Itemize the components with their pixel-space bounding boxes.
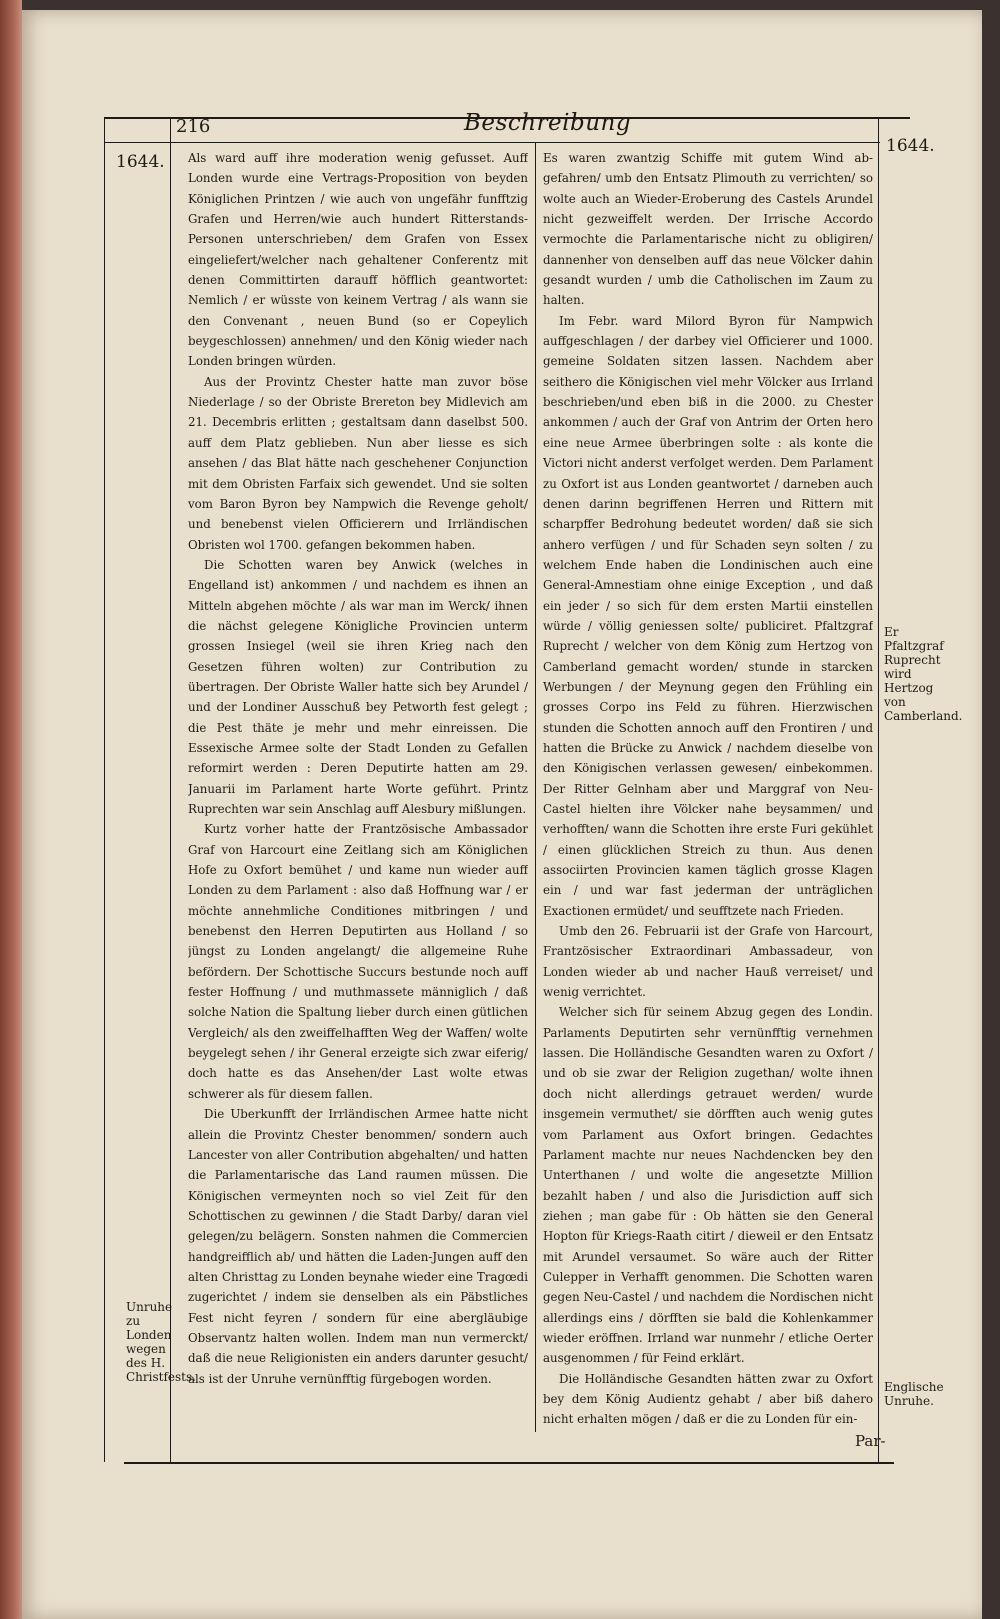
year-left: 1644.	[116, 152, 165, 172]
year-right: 1644.	[886, 136, 935, 156]
right-paragraph: Umb den 26. Februarii ist der Grafe von Harcourt, Frantzösischer Extraordinari Ambassadeur, von Londen wieder ab und nacher Hauß verreiset/ und wenig verrichtet.	[543, 924, 873, 1000]
right-paragraph: Im Febr. ward Milord Byron für Nampwich auffgeschlagen / der darbey viel Officierer und 1000. gemeine Soldaten sitzen lassen. Nachdem aber seithero die Königischen viel mehr Völcker aus Irrland beschrieben/und eben biß in die 2000. zu Chester ankommen / auch der Graf von Antrim der Orten hero eine neue Armee überbringen solte : als konte die Victori nicht anderst verfolget werden. Dem Parlament zu Oxfort ist aus Londen geantwortet / darneben auch denen darinn begriffenen Herren und Rittern mit scharpffer Bedrohung bedeutet worden/ daß sie sich anhero verfügen / und für Schaden seyn solten / zu welchem Ende haben die Londinischen auch eine General-Amnestiam ohne einige Exception , und daß ein jeder / so sich für dem ersten Martii einstellen würde / völlig geniessen solte/ publiciret. Pfaltzgraf Ruprecht / welcher von dem König zum Hertzog von Camberland gemacht worden/ stunde in starcken Werbungen / der Meynung gegen den Frühling ein grosses Corpo ins Feld zu führen. Hierzwischen stunden die Schotten annoch auff den Frontiren / und hatten die Brücke zu Anwick / nachdem dieselbe von den Königischen verlassen gewesen/ einbekommen. Der Ritter Gelnham aber und Marggraf von Neu-Castel hielten ihre Völcker nahe beysammen/ und verhofften/ wann die Schotten ihre erste Furi gekühlet / einen glücklichen Streich zu thun. Aus denen associirten Provincien kamen täglich grosse Klagen ein / und war fast jederman der unträglichen Exactionen ermüdet/ und seufftzete nach Frieden.	[543, 313, 873, 918]
margin-note-right-2: Englische Unruhe.	[884, 1380, 944, 1408]
right-paragraph: Welcher sich für seinem Abzug gegen des Londin. Parlaments Deputirten sehr vernünfftig vernehmen lassen. Die Holländische Gesandten waren zu Oxfort / und ob sie zwar der Religion zugethan/ wolte ihnen doch nicht allerdings getrauet werden/ wurde insgemein vermuthet/ sie dörfften auch wenig gutes vom Parlament aus Oxfort bringen. Gedachtes Parlament machte nur neues Nachdencken bey den Unterthanen / und wolte die angesetzte Million bezahlt haben / und also die Jurisdiction auff sich ziehen ; man gabe für : Ob hätten sie den General Hopton für Kriegs-Raath citirt / dieweil er den Entsatz mit Arundel versaumet. So wäre auch der Ritter Culepper in Verhafft genommen. Die Schotten waren gegen Neu-Castel / und nachdem die Nordischen nicht allerdings eins / dörfften sie bald die Kohlenkammer wieder eröffnen. Irrland war nunmehr / etliche Oerter ausgenommen / für Feind erklärt.	[543, 1005, 873, 1366]
margin-note-right-1: Er Pfaltzgraf Ruprecht wird Hertzog von Camberland.	[884, 625, 963, 723]
catchword: Par-	[855, 1432, 886, 1450]
left-paragraph: Kurtz vorher hatte der Frantzösische Ambassador Graf von Harcourt eine Zeitlang sich am Königlichen Hofe zu Oxfort bemühet / und kame nun wieder auff Londen zu dem Parlament : also daß Hoffnung war / er möchte annehmliche Conditiones mitbringen / und benebenst den Herren Deputirten aus Holland / so jüngst zu Londen angelangt/ die allgemeine Ruhe befördern. Der Schottische Succurs bestunde noch auff fester Hoffnung / und muthmassete männiglich / daß solche Nation die Spaltung lieber durch einen gütlichen Vergleich/ als den zweiffelhafften Weg der Waffen/ wolte beygelegt sehen / ihr General erzeigte sich zwar eiferig/ doch hatte es das Ansehen/der Last wolte etwas schwerer als für diesem fallen.	[188, 822, 528, 1101]
page-number: 216	[176, 116, 211, 137]
right-paragraph: Die Holländische Gesandten hätten zwar zu Oxfort bey dem König Audientz gehabt / aber biß dahero nicht erhalten mögen / daß er die zu Londen für ein-	[543, 1371, 873, 1427]
margin-note-left: Unruhe zu Londen wegen des H. Christfests.	[126, 1300, 196, 1384]
text-right-rule	[878, 117, 879, 1462]
column-divider	[535, 142, 536, 1432]
left-paragraph: Als ward auff ihre moderation wenig gefusset. Auff Londen wurde eine Vertrags-Proposition von beyden Königlichen Printzen / wie auch von ungefähr funfftzig Grafen und Herren/wie auch hundert Ritterstands-Personen unterschrieben/ dem Grafen von Essex eingeliefert/welcher nach gehaltener Conferentz mit denen Committirten darauff höfflich geantwortet: Nemlich / er wüsste von keinem Vertrag / als wann sie den Convenant , neuen Bund (so er Copeylich beygeschlossen) annehmen/ und den König wieder nach Londen bringen würden.	[188, 151, 528, 369]
footer-rule	[124, 1462, 894, 1464]
subheader-rule	[104, 142, 880, 143]
outer-left-rule	[104, 117, 105, 1462]
left-column	[188, 148, 528, 1438]
right-paragraph: Es waren zwantzig Schiffe mit gutem Wind ab- gefahren/ umb den Entsatz Plimouth zu verrichten/ so wolte auch an Wieder-Eroberung des Castels Arundel nicht gezweiffelt werden. Der Irrische Accordo vermochte die Parlamentarische nicht zu obligiren/ dannenher von denselben auff das neue Völcker dahin gesandt wurden / umb die Catholischen im Zaum zu halten.	[543, 151, 873, 308]
left-paragraph: Aus der Provintz Chester hatte man zuvor böse Niederlage / so der Obriste Brereton bey Midlevich am 21. Decembris erlitten ; gestaltsam dann daselbst 500. auff dem Platz geblieben. Nun aber liesse es sich ansehen / das Blat hätte nach geschehener Conjunction mit dem Obristen Farfaix sich gewendet. Und sie solten vom Baron Byron bey Nampwich die Revenge geholt/ und benebenst vielen Officierern und Irrländischen Obristen wol 1700. gefangen bekommen haben.	[188, 374, 528, 552]
right-column	[543, 148, 873, 1438]
left-paragraph: Die Schotten waren bey Anwick (welches in Engelland ist) ankommen / und nachdem es ihnen an Mitteln abgehen möchte / als war man im Werck/ ihnen die nächst gelegene Königliche Provincien unterm grossen Insiegel (weil sie ihren Krieg nach den Gesetzen führen wolten) zur Contribution zu übertragen. Der Obriste Waller hatte sich bey Arundel / und der Londiner Ausschuß bey Petworth fest gelegt ; die Pest thäte je mehr und mehr einreissen. Die Essexische Armee solte der Stadt Londen zu Gefallen reformirt werden : Deren Deputirte hatten am 29. Januarii im Parlament harte Worte geführt. Printz Ruprechten war sein Anschlag auff Alesbury mißlungen.	[188, 557, 528, 816]
running-title: Beschreibung	[464, 110, 632, 136]
left-paragraph: Die Uberkunfft der Irrländischen Armee hatte nicht allein die Provintz Chester benommen/ sondern auch Lancester von aller Contribution abgehalten/ und hatten die Parlamentarische das Land raumen müssen. Die Königischen vermeynten noch so viel Zeit für den Schottischen zu gewinnen / die Stadt Darby/ daran viel gelegen/zu belägern. Sonsten nahmen die Commercien handgreifflich ab/ und hätten die Laden-Jungen auff den alten Christtag zu Londen beynahe wieder eine Tragœdi zugerichtet / indem sie denselben als ein Päbstliches Fest nicht feyren / sondern für eine abergläubige Observantz halten wollen. Indem man nun vermerckt/ daß die neue Religionisten ein anders darunter gesucht/ als ist der Unruhe vernünfftig fürgebogen worden.	[188, 1107, 528, 1386]
text-left-rule	[170, 117, 171, 1462]
